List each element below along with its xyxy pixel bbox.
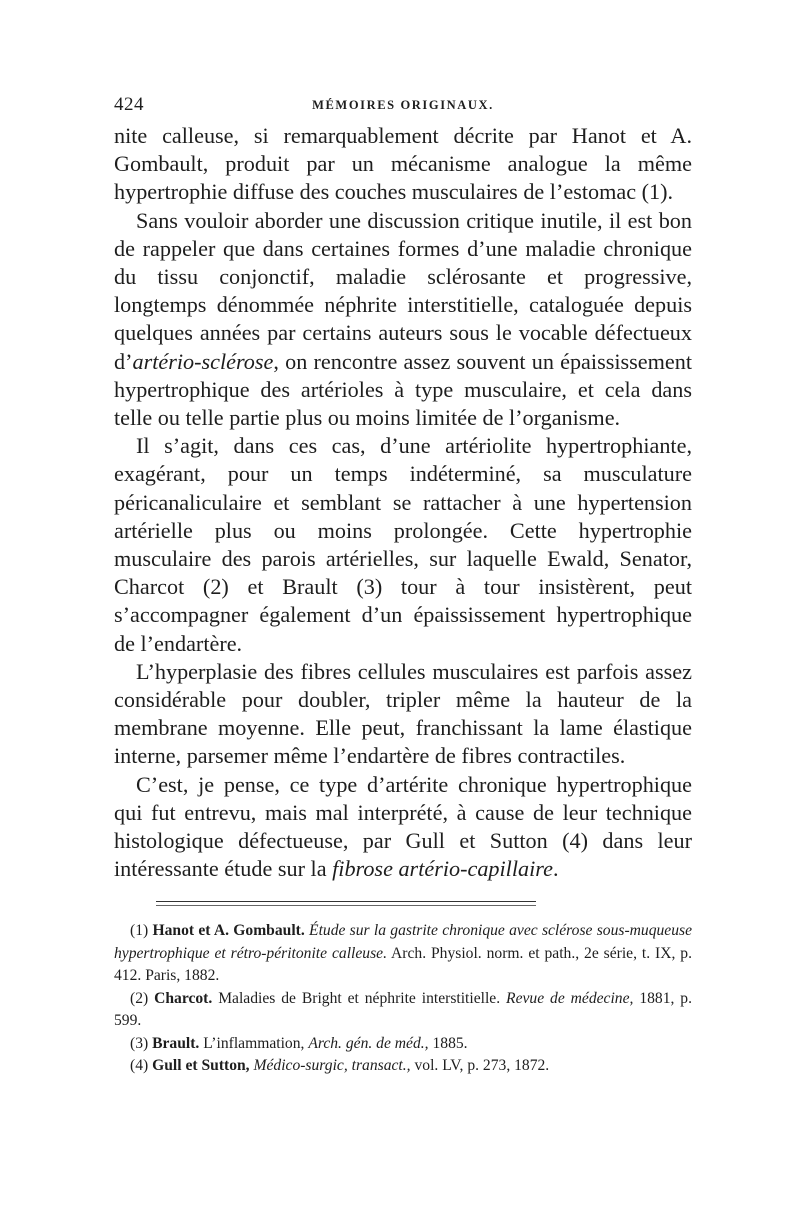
page-header — [114, 94, 692, 122]
footnote-authors: Charcot. — [154, 989, 213, 1007]
footnote-reference: 1885. — [432, 1034, 468, 1052]
book-page — [114, 94, 692, 1077]
page-number: 424 — [114, 94, 144, 115]
paragraph-3: Il s’agit, dans ces cas, d’une artériolite hypertrophiante, exagérant, pour un temps indéterminé, sa musculature péricanaliculaire et semblant se rattacher à une hypertension artérielle plus ou moins prolongée. Cette hypertrophie musculaire des parois artérielles, sur laquelle Ewald, Senator, Charcot (2) et Brault (3) tour à tour insistèrent, peut s’accompagner également d’un épaississement hypertrophique de l’endartère. — [114, 433, 692, 656]
footnote-3 — [114, 1033, 692, 1055]
paragraph-2 — [114, 207, 692, 433]
paragraph-2-emphasis: artério-sclérose — [132, 348, 274, 374]
footnote-marker: (2) — [130, 989, 149, 1007]
paragraph-4: L’hyperplasie des fibres cellules musculaires est parfois assez considérable pour doubler, tripler même la hauteur de la membrane moyenne. Elle peut, franchissant la lame élastique interne, parsemer même l’endartère de fibres contractiles. — [114, 658, 692, 769]
body-text — [114, 122, 692, 883]
footnote-text: L’inflammation, — [203, 1034, 305, 1052]
paragraph-5-text-end: . — [552, 856, 559, 882]
footnote-journal: Revue de médecine, — [506, 989, 634, 1007]
paragraph-5-emphasis: fibrose artério-capillaire — [332, 856, 553, 882]
paragraph-1: nite calleuse, si remarquablement décrite par Hanot et A. Gombault, produit par un mécanisme analogue la même hypertrophie diffuse des couches musculaires de l’estomac (1). — [114, 123, 692, 205]
footnote-2 — [114, 988, 692, 1033]
footnote-reference: 1881, p. 599. — [114, 989, 693, 1030]
footnote-journal: Arch. gén. de méd., — [308, 1034, 429, 1052]
footnote-marker: (1) — [130, 922, 149, 940]
footnote-title: Étude sur la gastrite chronique avec sclérose sous-muqueuse hypertrophique et rétro-péritonite calleuse. — [114, 922, 693, 962]
footnote-authors: Brault. — [152, 1034, 200, 1052]
paragraph-2-text: Sans vouloir aborder une discussion critique inutile, il est bon de rappeler que dans certaines formes d’une maladie chronique du tissu conjonctif, maladie sclérosante et progressive, longtemps dénommée néphrite interstitielle, cataloguée depuis quelques années par certains auteurs sous le vocable défectueux d’ — [114, 207, 692, 374]
footnote-reference: Arch. Physiol. norm. et path., 2e série, t. IX, p. 412. Paris, 1882. — [114, 944, 692, 985]
footnote-reference: vol. LV, p. 273, 1872. — [414, 1056, 550, 1074]
footnote-divider-thin — [156, 905, 536, 906]
paragraph-5-text: C’est, je pense, ce type d’artérite chronique hypertrophique qui fut entrevu, mais mal interprété, à cause de leur technique histologique défectueuse, par Gull et Sutton (4) dans leur intéressante étude sur la — [114, 771, 692, 882]
paragraph-5 — [114, 771, 692, 884]
footnote-divider — [156, 901, 536, 902]
footnote-authors: Hanot et A. Gombault. — [152, 922, 305, 940]
running-head: MÉMOIRES ORIGINAUX. — [312, 98, 494, 112]
footnotes — [114, 920, 692, 1077]
footnote-4 — [114, 1055, 692, 1077]
footnote-1 — [114, 920, 692, 987]
footnote-marker: (3) — [130, 1034, 149, 1052]
footnote-marker: (4) — [130, 1056, 149, 1074]
footnote-authors: Gull et Sutton, — [152, 1056, 250, 1074]
footnote-journal: Médico-surgic, transact., — [253, 1056, 411, 1074]
paragraph-2-text-end: , on rencontre assez souvent un épaississement hypertrophique des artérioles à type musculaire, et cela dans telle ou telle partie plus ou moins limitée de l’organisme. — [114, 348, 692, 431]
footnote-text: Maladies de Bright et néphrite interstitielle. — [218, 989, 501, 1007]
